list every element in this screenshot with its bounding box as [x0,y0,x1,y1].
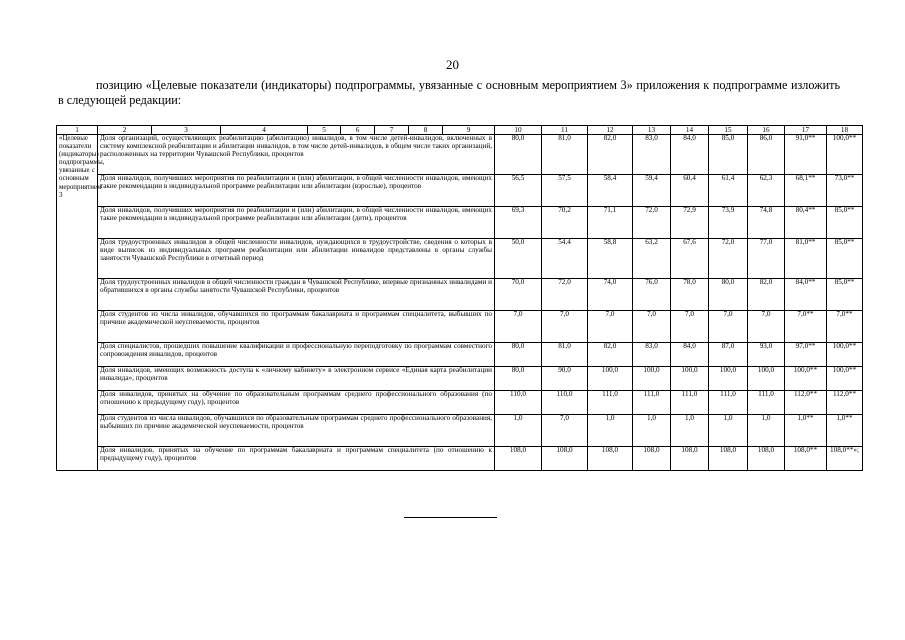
indicator-value: 1,0 [633,415,671,447]
indicator-value: 111,0 [588,391,633,415]
header-cell: 10 [495,126,542,135]
indicator-description: Доля инвалидов, получивших мероприятия по реабилитации и (или) абилитации, в общей численности инвалидов, имеющих такие рекомендации в индивидуальной программе реабилитации или абилитации (дети), процентов [98,207,495,239]
indicator-value: 69,3 [495,207,542,239]
header-cell: 15 [709,126,748,135]
indicator-value: 85,0** [827,279,863,311]
indicator-value: 7,0 [588,311,633,343]
indicator-description: Доля организаций, осуществляющих реабилитацию (абилитацию) инвалидов, в том числе детей-инвалидов, включенных в систему комплексной реабилитации и абилитации инвалидов, в том числе детей-инвалидов, в общем числе таких организаций, расположенных на территории Чувашской Республики, процентов [98,135,495,175]
indicator-value: 84,0 [671,343,709,367]
indicator-value: 1,0 [671,415,709,447]
indicator-value: 81,0** [785,239,827,279]
table-row [57,207,863,239]
header-cell: 13 [633,126,671,135]
indicator-value: 82,0 [588,343,633,367]
table-row [57,239,863,279]
indicator-description: Доля трудоустроенных инвалидов в общей численности граждан в Чувашской Республике, впервые признанных инвалидами и обратившихся в органы службы занятости Чувашской Республики, процентов [98,279,495,311]
indicator-value: 100,0 [709,367,748,391]
indicator-value: 108,0 [633,447,671,471]
indicator-value: 74,8 [748,207,785,239]
header-cell: 12 [588,126,633,135]
indicator-description: Доля трудоустроенных инвалидов в общей численности инвалидов, нуждающихся в трудоустройстве, сведения о которых в виде выписок из индивидуальных программ реабилитации или абилитации инвалидов представлены в органы службы занятости Чувашской Республики в отчетный период [98,239,495,279]
indicator-value: 7,0 [542,311,588,343]
header-cell: 2 [98,126,152,135]
indicator-value: 80,0 [495,343,542,367]
indicator-value: 63,2 [633,239,671,279]
indicator-value: 61,4 [709,175,748,207]
indicator-value: 78,0 [671,279,709,311]
indicator-value: 80,0 [495,367,542,391]
indicator-description: Доля инвалидов, имеющих возможность доступа к «личному кабинету» в электронном сервисе «Единая карта реабилитации инвалида», процентов [98,367,495,391]
indicator-value: 100,0 [633,367,671,391]
intro-paragraph: позицию «Целевые показатели (индикаторы) подпрограммы, увязанные с основным мероприятием 3» приложения к подпрограмме изложить в следующей редакции: [58,78,840,107]
header-cell: 1 [57,126,98,135]
header-cell: 6 [341,126,375,135]
header-cell: 11 [542,126,588,135]
table-row [57,343,863,367]
indicator-value: 50,0 [495,239,542,279]
indicator-value: 100,0** [827,135,863,175]
indicator-value: 72,0 [633,207,671,239]
indicator-value: 100,0 [588,367,633,391]
indicator-value: 84,0** [785,279,827,311]
indicators-table [56,125,863,471]
indicator-value: 83,0 [633,343,671,367]
indicator-value: 7,0 [671,311,709,343]
indicator-value: 112,0** [785,391,827,415]
indicator-value: 1,0 [748,415,785,447]
indicator-value: 54,4 [542,239,588,279]
header-cell: 3 [152,126,221,135]
indicator-value: 93,0 [748,343,785,367]
indicator-value: 72,0 [709,239,748,279]
indicator-description: Доля студентов из числа инвалидов, обучавшихся по образовательным программам среднего профессионального образования, выбывших по причине академической неуспеваемости, процентов [98,415,495,447]
indicator-value: 58,4 [588,175,633,207]
indicator-value: 111,0 [633,391,671,415]
indicator-value: 72,0 [542,279,588,311]
indicator-value: 108,0 [671,447,709,471]
indicator-value: 80,0 [495,135,542,175]
indicator-value: 70,2 [542,207,588,239]
indicator-value: 112,0** [827,391,863,415]
indicator-value: 90,0 [542,367,588,391]
indicator-value: 82,0 [748,279,785,311]
indicator-value: 1,0 [709,415,748,447]
indicator-value: 100,0** [827,367,863,391]
header-cell: 8 [409,126,443,135]
indicator-value: 68,1** [785,175,827,207]
indicator-value: 111,0 [671,391,709,415]
indicator-value: 62,3 [748,175,785,207]
table-row [57,135,863,175]
closing-rule [404,517,497,518]
group-label: «Целевые показатели (индикаторы) подпрограммы, увязанные с основным мероприятием 3 [57,135,98,471]
indicator-description: Доля специалистов, прошедших повышение квалификации и профессиональную переподготовку по программам совместного сопровождения инвалидов, процентов [98,343,495,367]
indicator-value: 100,0 [671,367,709,391]
indicator-value: 110,0 [542,391,588,415]
indicator-value: 73,0** [827,175,863,207]
indicator-value: 7,0 [542,415,588,447]
indicator-value: 7,0 [709,311,748,343]
indicator-value: 100,0** [785,367,827,391]
header-cell: 16 [748,126,785,135]
indicator-description: Доля студентов из числа инвалидов, обучавшихся по программам бакалавриата и программам специалитета, выбывших по причине академической неуспеваемости, процентов [98,311,495,343]
indicator-value: 87,0 [709,343,748,367]
indicator-value: 100,0** [827,343,863,367]
indicator-value: 1,0** [785,415,827,447]
header-cell: 7 [375,126,409,135]
indicator-value: 56,5 [495,175,542,207]
header-cell: 17 [785,126,827,135]
indicator-value: 97,0** [785,343,827,367]
indicator-description: Доля инвалидов, принятых на обучение по образовательным программам среднего профессионального образования (по отношению к предыдущему году), процентов [98,391,495,415]
indicator-value: 1,0 [588,415,633,447]
page-number: 20 [446,57,459,72]
indicator-value: 85,0** [827,207,863,239]
indicator-value: 67,6 [671,239,709,279]
indicator-value: 60,4 [671,175,709,207]
indicator-value: 86,0 [748,135,785,175]
header-cell: 18 [827,126,863,135]
indicator-value: 72,9 [671,207,709,239]
indicator-value: 7,0 [495,311,542,343]
indicator-value: 7,0** [827,311,863,343]
table-row [57,367,863,391]
indicator-value: 108,0 [709,447,748,471]
table-row [57,415,863,447]
indicator-value: 7,0 [633,311,671,343]
indicator-value: 100,0 [748,367,785,391]
indicator-value: 59,4 [633,175,671,207]
header-cell: 5 [308,126,341,135]
table-row [57,175,863,207]
header-cell: 14 [671,126,709,135]
indicator-value: 85,0** [827,239,863,279]
indicator-value: 1,0** [827,415,863,447]
indicator-value: 80,0 [709,279,748,311]
indicator-value: 7,0 [748,311,785,343]
indicator-value: 70,0 [495,279,542,311]
table-row [57,311,863,343]
indicator-value: 91,0** [785,135,827,175]
indicator-value: 80,4** [785,207,827,239]
table-row [57,279,863,311]
indicator-value: 84,0 [671,135,709,175]
indicator-value: 108,0 [495,447,542,471]
indicator-value: 85,0 [709,135,748,175]
indicator-value: 82,0 [588,135,633,175]
indicator-value: 71,1 [588,207,633,239]
indicator-value: 81,0 [542,343,588,367]
indicator-value: 81,0 [542,135,588,175]
indicator-value: 108,0 [542,447,588,471]
indicator-value: 57,5 [542,175,588,207]
indicator-value: 108,0** [785,447,827,471]
indicator-value: 108,0 [588,447,633,471]
table-row [57,447,863,471]
indicator-value: 58,8 [588,239,633,279]
indicator-value: 108,0 [748,447,785,471]
indicator-value: 1,0 [495,415,542,447]
indicator-value: 73,9 [709,207,748,239]
header-cell: 9 [443,126,495,135]
indicator-value: 110,0 [495,391,542,415]
indicator-description: Доля инвалидов, получивших мероприятия по реабилитации и (или) абилитации, в общей численности инвалидов, имеющих такие рекомендации в индивидуальной программе реабилитации или абилитации (взрослые), процентов [98,175,495,207]
indicator-value: 74,0 [588,279,633,311]
indicator-value: 76,0 [633,279,671,311]
indicator-value: 111,0 [709,391,748,415]
indicator-value: 7,0** [785,311,827,343]
header-cell: 4 [221,126,308,135]
table-row [57,391,863,415]
indicator-description: Доля инвалидов, принятых на обучение по программам бакалавриата и программам специалитета (по отношению к предыдущему году), процентов [98,447,495,471]
indicator-value: 111,0 [748,391,785,415]
indicator-value: 83,0 [633,135,671,175]
indicator-value: 108,0**»; [827,447,863,471]
indicator-value: 77,0 [748,239,785,279]
